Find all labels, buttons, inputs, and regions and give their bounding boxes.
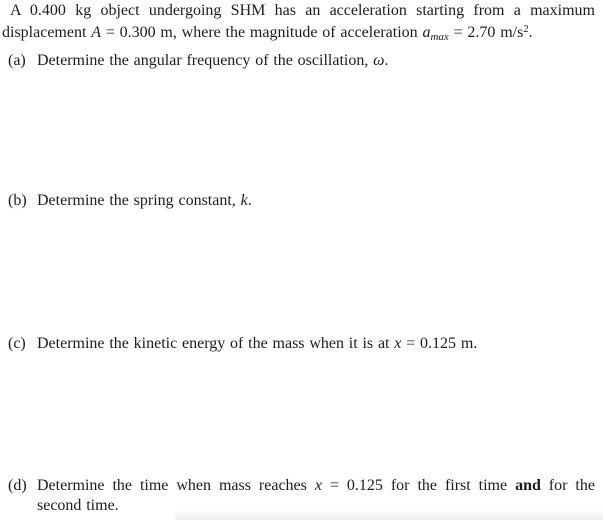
question-text: Determine the time when mass reaches — [37, 477, 315, 494]
math-var-omega: ω — [373, 52, 385, 69]
math-var-a: a — [422, 24, 431, 41]
question-text: for the — [540, 477, 595, 494]
question-text: Determine the angular frequency of the oscillation, — [37, 52, 374, 69]
statement-text: . — [528, 24, 533, 41]
question-text: Determine the kinetic energy of the mass when it is at — [37, 335, 395, 352]
bottom-edge-strip — [175, 511, 603, 520]
question-text: Determine the spring constant, — [37, 192, 241, 209]
statement-line-2 — [2, 20, 595, 47]
item-label-c: (c) — [8, 335, 26, 352]
item-label-d: (d) — [8, 477, 27, 494]
math-var-A: A — [91, 24, 101, 41]
math-sub-max: max — [430, 31, 449, 43]
question-text: . — [384, 52, 389, 69]
statement-text: = 2.70 m/s — [448, 24, 524, 41]
statement-text: A 0.400 kg object undergoing SHM has an acceleration starting from a maximum — [10, 2, 595, 19]
question-d-line-2: second time. — [37, 497, 119, 514]
question-d-line-1 — [37, 476, 595, 496]
question-text: . — [247, 192, 252, 209]
math-sup-2: 2 — [523, 24, 529, 35]
question-a-text — [37, 51, 595, 70]
statement-line-1 — [2, 1, 595, 20]
item-label-a: (a) — [8, 52, 26, 69]
question-b — [2, 191, 595, 210]
math-var-x: x — [314, 477, 322, 494]
math-var-x: x — [394, 335, 402, 352]
question-d — [2, 476, 595, 516]
question-c — [2, 334, 595, 353]
question-c-text — [37, 334, 595, 353]
statement-text: displacement — [2, 24, 92, 41]
question-b-text — [37, 191, 595, 210]
math-var-k: k — [240, 192, 248, 209]
statement-text: = 0.300 m, where the magnitude of acceleration — [101, 24, 423, 41]
question-text: = 0.125 m. — [401, 335, 478, 352]
question-text: = 0.125 for the first time — [321, 477, 516, 494]
problem-statement — [2, 1, 595, 47]
question-a — [2, 51, 595, 70]
bold-and: and — [515, 477, 541, 494]
item-label-b: (b) — [8, 192, 27, 209]
